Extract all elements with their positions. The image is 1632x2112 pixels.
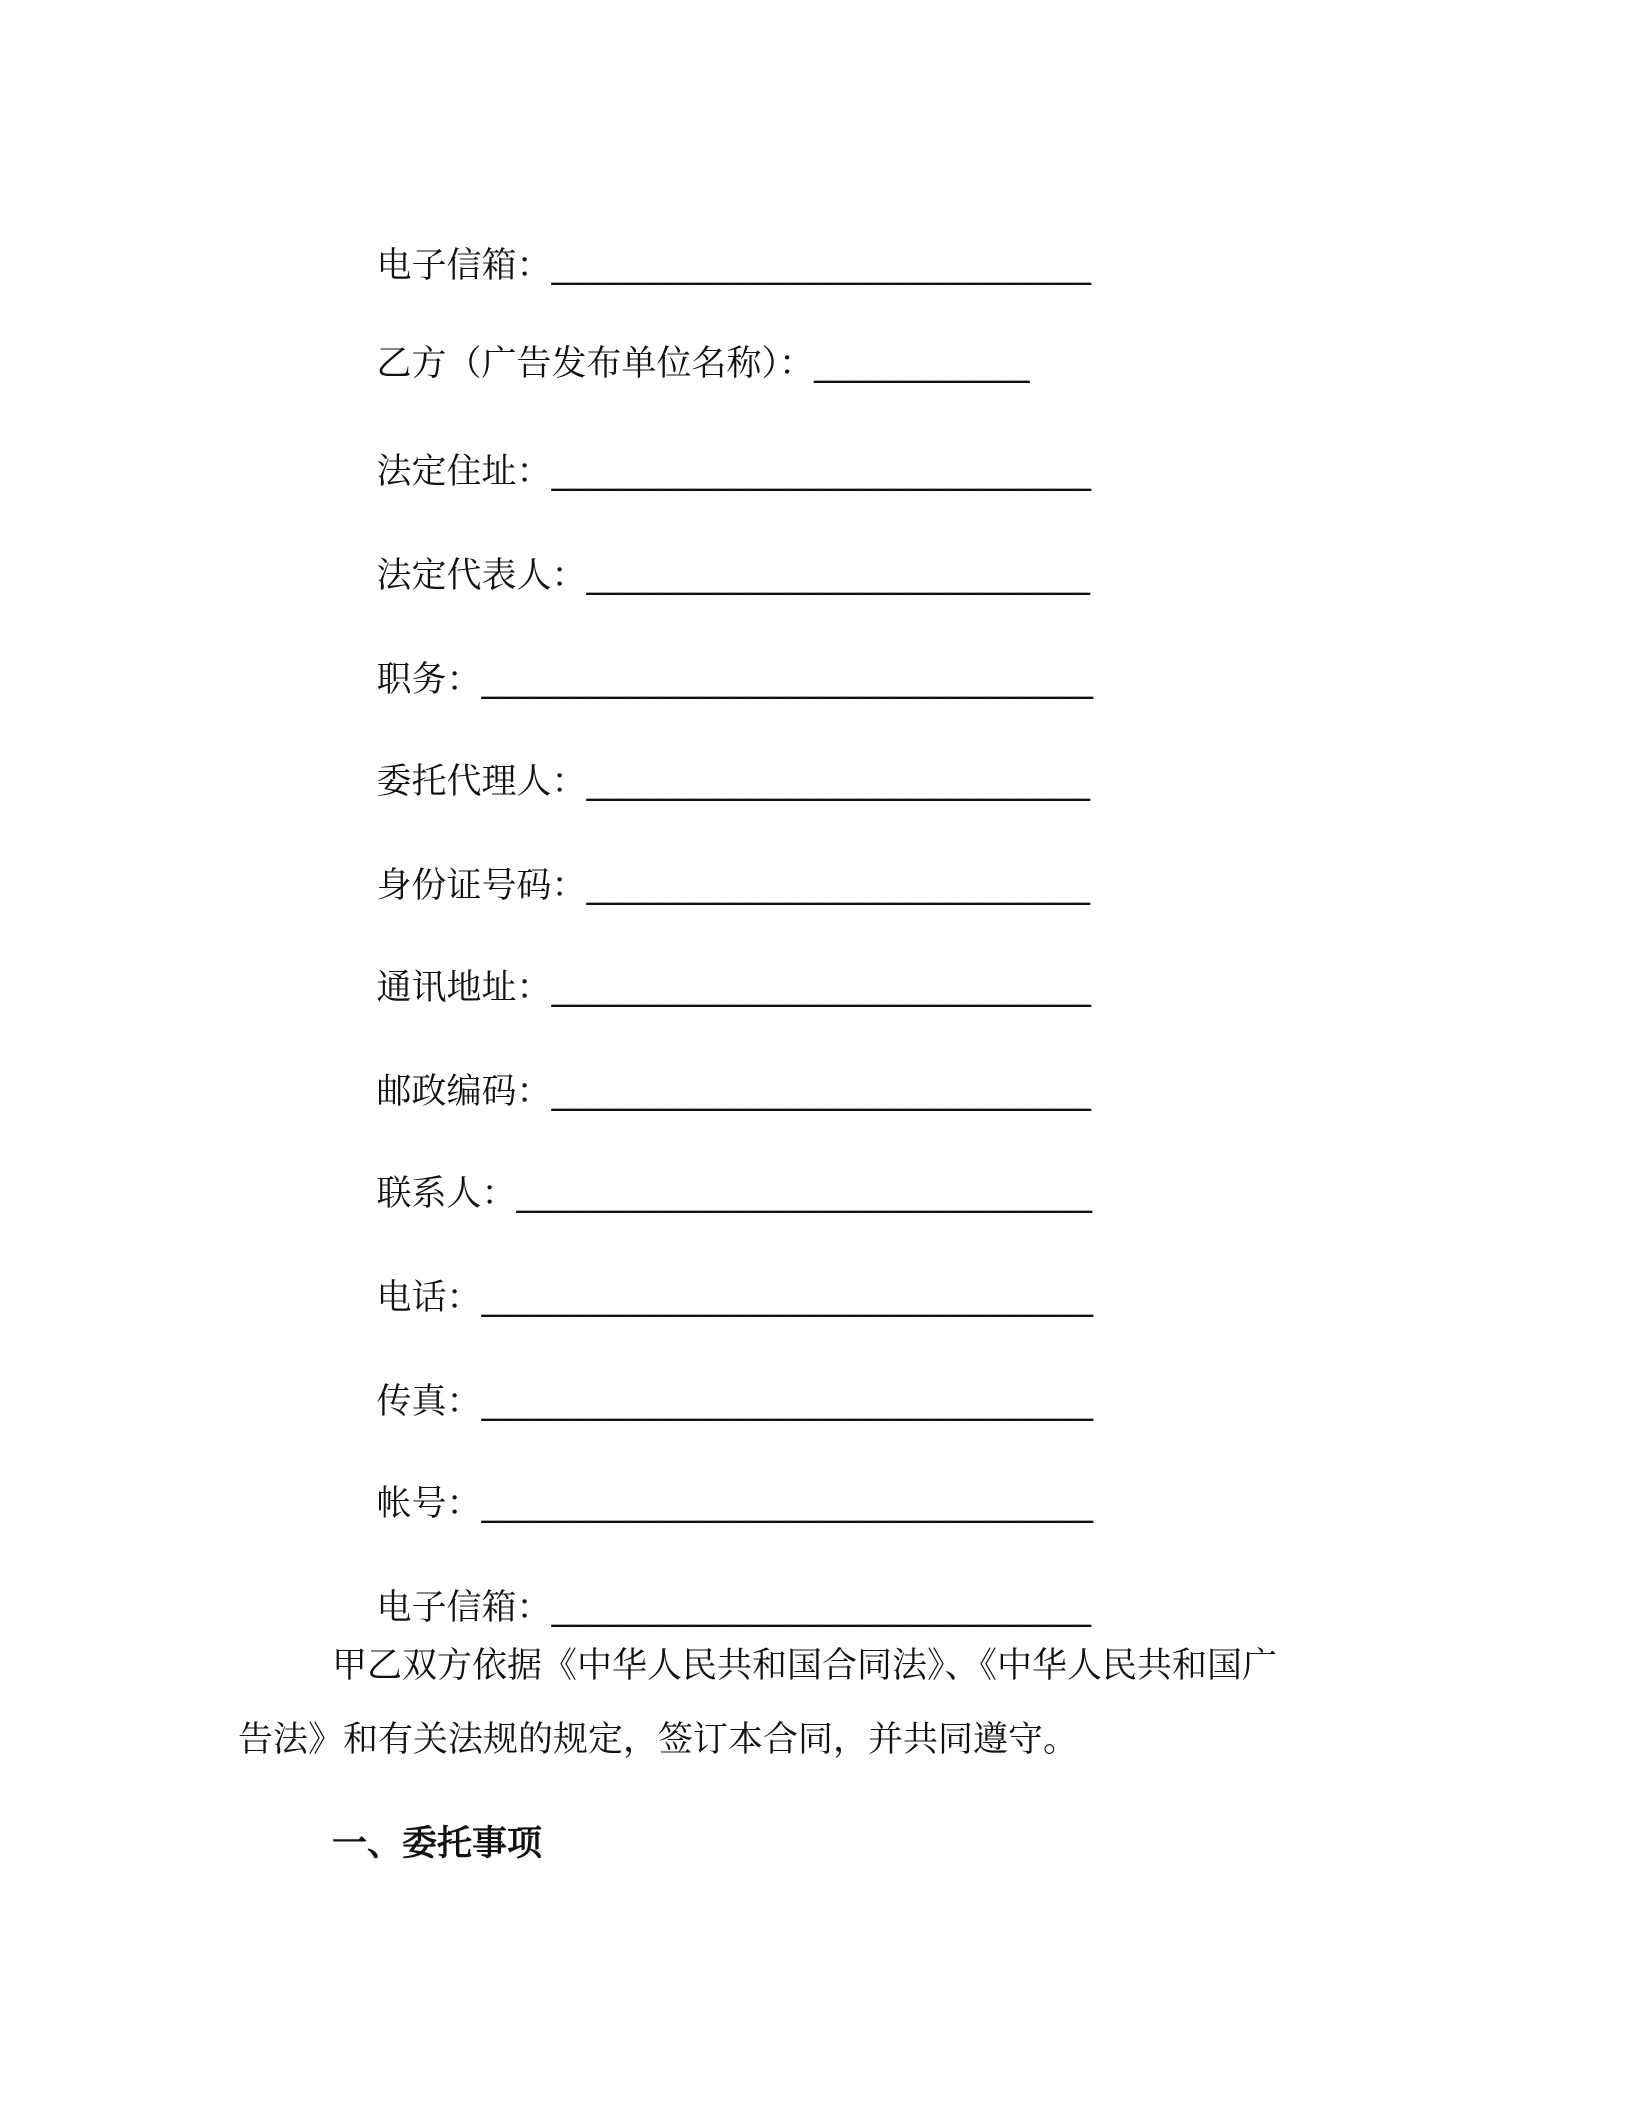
intro-paragraph-line-2: 告法》和有关法规的规定，签订本合同，并共同遵守。 (238, 1720, 1079, 1760)
field-label: 电子信箱： (376, 1588, 552, 1628)
field-label: 联系人： (376, 1174, 517, 1214)
field-label: 电子信箱： (376, 246, 552, 286)
field-blank: ______________________________ (551, 246, 1092, 286)
section-heading: 一、委托事项 (332, 1824, 543, 1864)
field-label: 电话： (376, 1278, 482, 1318)
field-blank: ____________________________ (586, 556, 1091, 596)
field-blank: ______________________________ (551, 452, 1092, 492)
field-blank: __________________________________ (481, 660, 1094, 700)
field-label: 邮政编码： (376, 1072, 552, 1112)
field-label: 通讯地址： (376, 968, 552, 1008)
field-label: 身份证号码： (376, 866, 587, 906)
field-label: 乙方（广告发布单位名称）： (376, 344, 815, 384)
field-blank: ____________________________ (586, 762, 1091, 802)
field-blank: ______________________________ (551, 1072, 1092, 1112)
field-blank: ______________________________ (551, 968, 1092, 1008)
field-blank: ____________________________ (586, 866, 1091, 906)
intro-paragraph-line-1: 甲乙双方依据《中华人民共和国合同法》、《中华人民共和国广 (332, 1646, 1278, 1686)
field-label: 法定代表人： (376, 556, 587, 596)
field-blank: __________________________________ (481, 1382, 1094, 1422)
field-label: 传真： (376, 1382, 482, 1422)
field-label: 职务： (376, 660, 482, 700)
field-blank: ______________________________ (551, 1588, 1092, 1628)
field-blank: __________________________________ (481, 1484, 1094, 1524)
field-label: 委托代理人： (376, 762, 587, 802)
field-blank: ____________ (814, 344, 1031, 384)
field-blank: __________________________________ (481, 1278, 1094, 1318)
field-label: 帐号： (376, 1484, 482, 1524)
field-label: 法定住址： (376, 452, 552, 492)
field-blank: ________________________________ (516, 1174, 1093, 1214)
